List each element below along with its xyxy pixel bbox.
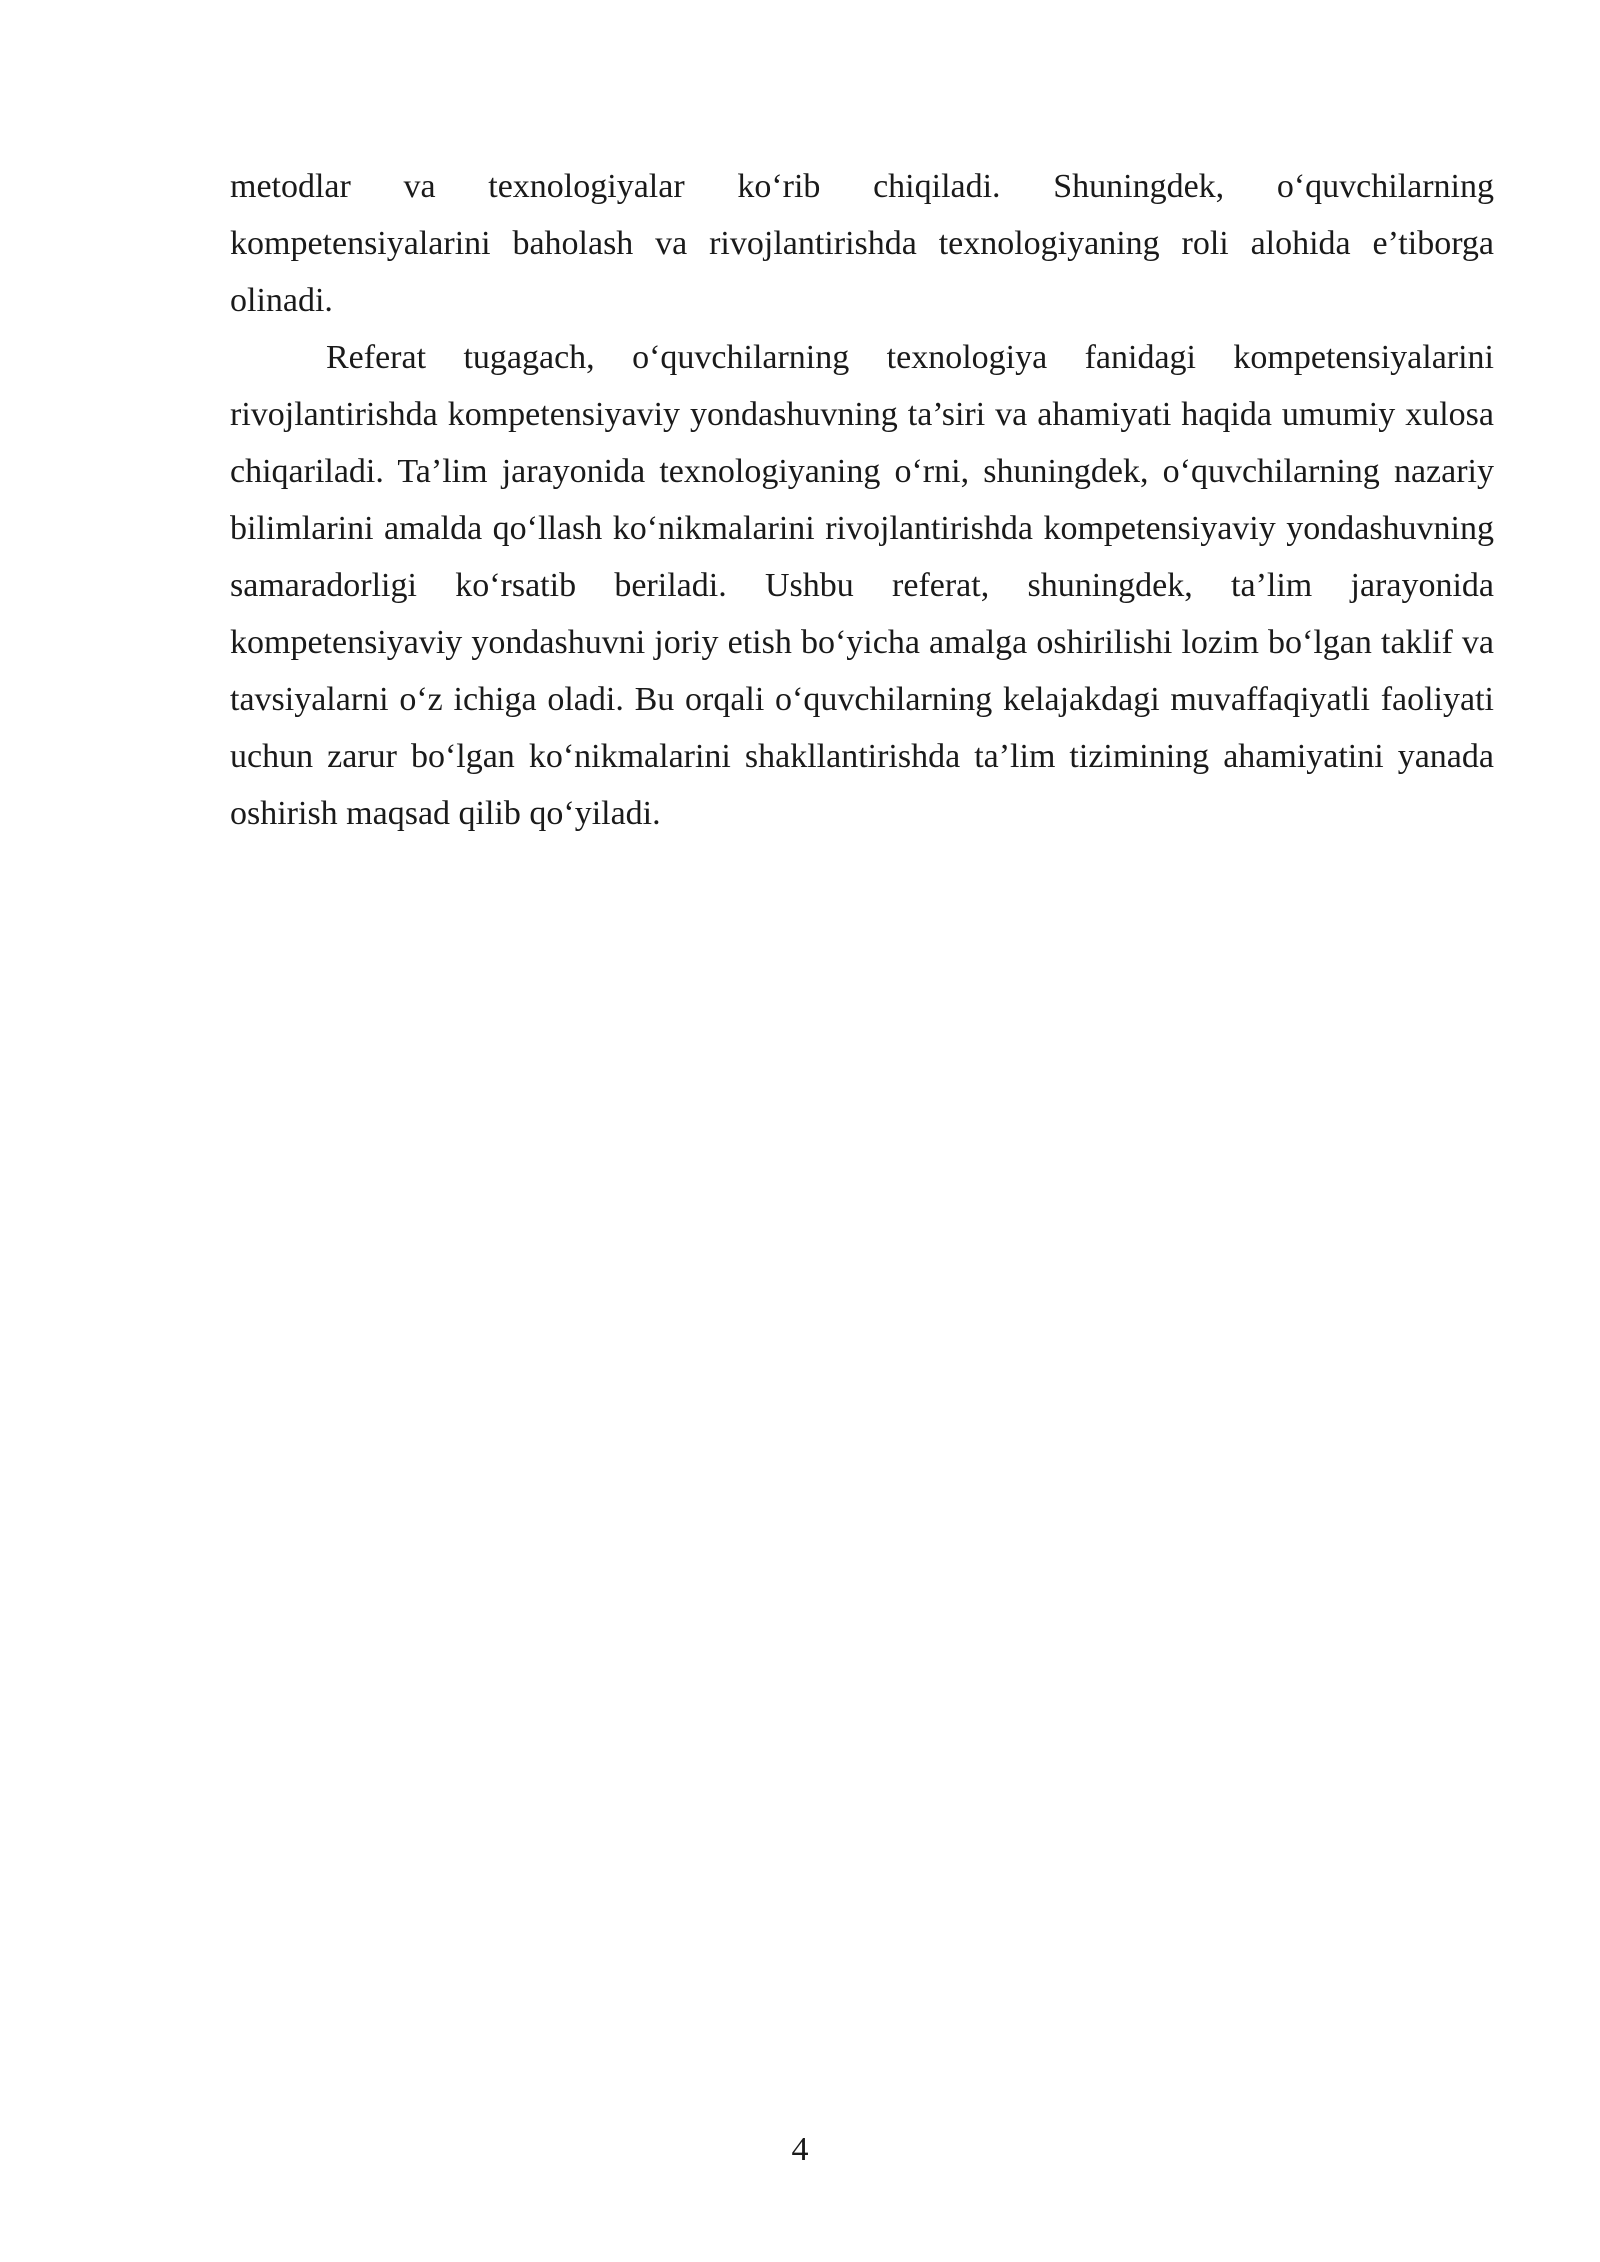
paragraph-continuation: metodlar va texnologiyalar ko‘rib chiqiladi. Shuningdek, o‘quvchilarning kompetensiyalarini baholash va rivojlantirishda texnologiyaning roli alohida e’tiborga olinadi. — [230, 168, 1494, 319]
paragraph-conclusion: Referat tugagach, o‘quvchilarning texnologiya fanidagi kompetensiyalarini rivojlantirishda kompetensiyaviy yondashuvning ta’siri va ahamiyati haqida umumiy xulosa chiqariladi. Ta’lim jarayonida texnologiyaning o‘rni, shuningdek, o‘quvchilarning nazariy bilimlarini amalda qo‘llash ko‘nikmalarini rivojlantirishda kompetensiyaviy yondashuvning samaradorligi ko‘rsatib beriladi. Ushbu referat, shuningdek, ta’lim jarayonida kompetensiyaviy yondashuvni joriy etish bo‘yicha amalga oshirilishi lozim bo‘lgan taklif va tavsiyalarni o‘z ichiga oladi. Bu orqali o‘quvchilarning kelajakdagi muvaffaqiyatli faoliyati uchun zarur bo‘lgan ko‘nikmalarini shakllantirishda ta’lim tizimining ahamiyatini yanada oshirish maqsad qilib qo‘yiladi. — [230, 339, 1494, 832]
page-number: 4 — [791, 2131, 809, 2168]
body-text — [230, 158, 1494, 842]
